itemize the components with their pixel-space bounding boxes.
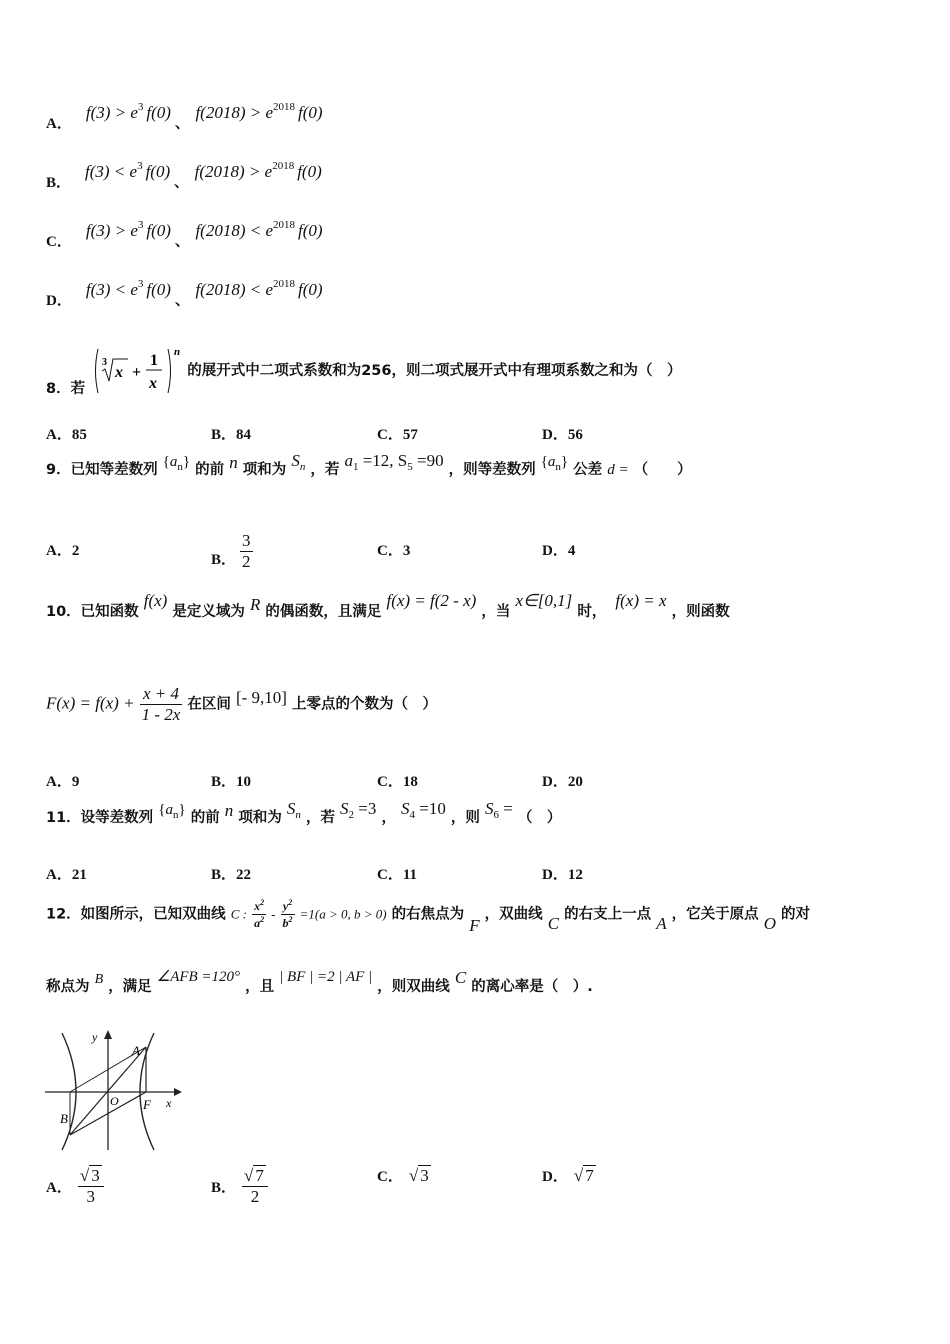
q10-F-num: x + 4 <box>142 684 179 703</box>
q11-text-6: （ ） <box>517 810 562 826</box>
option-tail-1: f(0) <box>146 280 171 299</box>
question-9 <box>46 451 692 479</box>
option-label: A． <box>46 116 72 132</box>
label-F: F <box>143 1097 151 1112</box>
choice-q8-1[interactable] <box>211 423 251 444</box>
choice-label: A． <box>46 774 72 790</box>
q10-fx: f(x) <box>143 591 168 610</box>
q11-text-5: ，则 <box>450 810 480 826</box>
option-tail-2: f(0) <box>298 103 323 122</box>
q7-option <box>46 160 322 191</box>
option-sep: 、 <box>174 116 190 132</box>
q9-n: n <box>229 453 238 472</box>
q9-text-2: 的前 <box>195 462 225 478</box>
option-exp-2: 2018 <box>273 219 296 231</box>
frac-num <box>242 1165 268 1186</box>
choice-value: 22 <box>236 867 252 883</box>
option-tail-2: f(0) <box>298 221 323 240</box>
q9-Sn: $S_n$ <box>291 451 306 473</box>
q10-text-4: ，当 <box>481 604 511 620</box>
choice-value: 9 <box>71 774 80 790</box>
choice-value: 85 <box>71 427 87 443</box>
option-tail-2: f(0) <box>297 162 322 181</box>
choice-q9-0[interactable] <box>46 539 79 560</box>
label-y: y <box>92 1030 98 1044</box>
choice-label: C． <box>377 1169 403 1185</box>
q8-text: 的展开式中二项式系数和为256，则二项式展开式中有理项系数之和为（ ） <box>187 363 682 379</box>
label-O: O <box>110 1094 119 1108</box>
question-8 <box>46 345 681 397</box>
choice-q8-2[interactable] <box>377 423 418 444</box>
choice-q9-3[interactable] <box>542 539 575 560</box>
q12-y2-frac: $\frac{y^2}{b^2}$ <box>282 898 293 930</box>
q12-text-10: ，则双曲线 <box>377 979 450 995</box>
choice-sqrt <box>409 1165 431 1186</box>
q7-option <box>46 278 323 309</box>
sqrt-sign: √ <box>573 1166 584 1185</box>
choice-q12-2[interactable] <box>377 1165 431 1186</box>
q10-text-6: ，则函数 <box>671 604 730 620</box>
q8-frac-den: x <box>149 375 158 392</box>
frac-num <box>78 1165 104 1186</box>
q11-an-brace: $\{a_n\}$ <box>158 802 186 821</box>
q9-text-7: （ ） <box>633 462 692 478</box>
choice-q11-1[interactable] <box>211 863 251 884</box>
option-sep: 、 <box>174 234 190 250</box>
label-B: B <box>60 1111 68 1126</box>
frac-den: 2 <box>242 552 251 571</box>
option-tail-1: f(0) <box>146 103 171 122</box>
choice-label: A． <box>46 1179 72 1196</box>
sqrt-sign: √ <box>79 1166 90 1185</box>
choice-q10-2[interactable] <box>377 770 418 791</box>
q12-text-6: 的对 <box>781 906 811 923</box>
choice-value: 11 <box>402 867 418 883</box>
option-exp-2: 2018 <box>273 278 296 290</box>
choice-label: B． <box>211 552 237 568</box>
choice-label: B． <box>211 867 237 883</box>
q9-text-5: ，则等差数列 <box>448 462 536 478</box>
question-11 <box>46 799 562 827</box>
choice-label: D． <box>542 543 568 559</box>
q10-text-5: 时， <box>577 604 607 620</box>
q9-condition: $a_1 =12$, $S_5 =90$ <box>344 451 444 473</box>
q9-an: a <box>169 454 178 470</box>
choice-value: 21 <box>71 867 87 883</box>
question-10 <box>46 591 730 621</box>
q12-eq-cond: =1(a > 0, b > 0) <box>299 906 387 922</box>
q9-d: d = <box>607 462 629 478</box>
option-expr-2: f(2018) > e <box>194 162 273 181</box>
q10-R: R <box>249 595 261 614</box>
y-axis-arrow <box>104 1030 112 1039</box>
choice-value: 18 <box>402 774 418 790</box>
q8-root-var: x <box>115 364 124 381</box>
q10-interval: [- 9,10] <box>235 687 287 707</box>
option-expr-2: f(2018) < e <box>195 221 274 240</box>
option-exp-1: 3 <box>137 278 144 290</box>
q10-text-2: 是定义域为 <box>172 604 245 620</box>
sqrt-sign: √ <box>408 1166 419 1185</box>
x-axis-arrow <box>174 1088 182 1096</box>
q12-C2: C <box>547 913 560 933</box>
option-expr-1: f(3) > e <box>85 103 138 122</box>
choice-value: 10 <box>236 774 252 790</box>
choice-label: B． <box>211 427 237 443</box>
choice-q10-1[interactable] <box>211 770 251 791</box>
option-sep: 、 <box>174 293 190 309</box>
q10-eq1: f(x) = f(2 - x) <box>386 591 477 610</box>
question-12-line-2 <box>46 968 593 996</box>
choice-label: D． <box>542 1169 568 1185</box>
question-10-line-2 <box>46 684 437 725</box>
choice-label: C． <box>377 774 403 790</box>
q12-A: A <box>656 913 667 933</box>
q12-text-4: 的右支上一点 <box>564 906 652 923</box>
choice-q10-0[interactable] <box>46 770 79 791</box>
question-12 <box>46 898 811 935</box>
choice-label: A． <box>46 427 72 443</box>
q12-cond2: | BF | =2 | AF | <box>279 969 373 985</box>
choice-label: D． <box>542 867 568 883</box>
q10-text-3: 的偶函数，且满足 <box>265 604 382 620</box>
q12-text-9: ，且 <box>245 979 275 995</box>
choice-q12-1[interactable] <box>211 1165 268 1207</box>
q10-F-fraction <box>140 684 183 725</box>
option-exp-2: 2018 <box>272 160 295 172</box>
option-label: C． <box>46 234 72 250</box>
choice-value: 4 <box>567 543 576 559</box>
choice-value: 56 <box>567 427 583 443</box>
option-tail-2: f(0) <box>298 280 323 299</box>
q11-Sn: $S_n$ <box>286 799 301 821</box>
choice-label: B． <box>211 1179 237 1196</box>
choice-value: 57 <box>402 427 418 443</box>
q12-text-8: ，满足 <box>108 979 152 995</box>
choice-label: B． <box>211 774 237 790</box>
label-x: x <box>166 1096 172 1110</box>
option-label: B． <box>46 175 72 191</box>
q12-text-3: ，双曲线 <box>484 906 543 923</box>
choice-label: C． <box>377 867 403 883</box>
choice-q8-0[interactable] <box>46 423 87 444</box>
choice-value: 2 <box>71 543 80 559</box>
q12-minus: - <box>271 906 276 922</box>
q10-text-7: 在区间 <box>187 696 231 713</box>
q10-text-1: 10．已知函数 <box>46 604 139 620</box>
option-sep: 、 <box>174 175 189 191</box>
q8-binomial-expression <box>92 345 180 397</box>
q10-text-8: 上零点的个数为（ ） <box>292 696 437 713</box>
q8-plus: + <box>132 364 142 381</box>
choice-value: 3 <box>402 543 411 559</box>
choice-q12-0[interactable] <box>46 1165 104 1207</box>
q8-binomial <box>92 345 180 397</box>
q10-eq2: f(x) = x <box>615 591 667 610</box>
q11-text-2: 的前 <box>190 810 220 826</box>
sqrt-radicand: 7 <box>255 1166 264 1185</box>
option-exp-1: 3 <box>137 101 144 113</box>
q11-comma: ， <box>381 810 396 826</box>
sqrt-sign: √ <box>244 1166 254 1185</box>
label-A: A <box>132 1043 140 1058</box>
frac-num: 3 <box>242 531 251 550</box>
choice-q10-3[interactable] <box>542 770 583 791</box>
q9-an-brace-2: $\{a_n\}$ <box>540 454 569 473</box>
sqrt-radicand: 7 <box>585 1166 594 1185</box>
choice-value: 12 <box>567 867 583 883</box>
choice-q9-1[interactable] <box>211 531 253 580</box>
frac-den: 3 <box>78 1186 104 1207</box>
choice-fraction <box>242 1165 268 1207</box>
option-label: D． <box>46 293 72 309</box>
sqrt-radicand: 3 <box>91 1166 100 1185</box>
q12-x2-frac: $\frac{x^2}{a^2}$ <box>254 898 265 930</box>
choice-value: 20 <box>567 774 583 790</box>
q12-C3: C <box>454 968 467 987</box>
frac-den: 2 <box>242 1186 268 1207</box>
q12-F: F <box>469 915 480 935</box>
q12-O: O <box>763 913 776 933</box>
q12-B: B <box>94 972 104 987</box>
choice-fraction <box>240 531 253 572</box>
choice-label: C． <box>377 543 403 559</box>
choice-q11-2[interactable] <box>377 863 417 884</box>
choice-q9-2[interactable] <box>377 539 410 560</box>
option-expr-1: f(3) < e <box>85 280 138 299</box>
option-tail-1: f(0) <box>145 162 171 181</box>
q11-text-4: ，若 <box>305 810 335 826</box>
q12-text-11: 的离心率是（ ）. <box>471 979 593 995</box>
option-exp-1: 3 <box>137 219 144 231</box>
sqrt-radicand: 3 <box>420 1166 429 1185</box>
q8-power: n <box>174 346 181 358</box>
choice-q12-3[interactable] <box>542 1165 596 1186</box>
option-expr-2: f(2018) > e <box>195 103 274 122</box>
q9-an-brace: $\{a_n\}$ <box>162 454 191 473</box>
choice-sqrt <box>574 1165 596 1186</box>
q11-n: n <box>224 801 234 820</box>
q9-text-1: 9．已知等差数列 <box>46 462 158 478</box>
q12-text-2: 的右焦点为 <box>391 906 465 923</box>
q9-an-sub: n <box>177 461 183 473</box>
q12-text-5: ，它关于原点 <box>671 906 759 923</box>
q12-text-1: 12．如图所示，已知双曲线 <box>46 906 226 923</box>
choice-q11-0[interactable] <box>46 863 87 884</box>
option-expr-1: f(3) > e <box>85 221 138 240</box>
option-exp-1: 3 <box>137 160 143 172</box>
q10-F-left: F(x) = f(x) + <box>46 693 135 713</box>
q7-option <box>46 101 323 132</box>
option-tail-1: f(0) <box>146 221 171 240</box>
q10-F-den: 1 - 2x <box>141 705 181 724</box>
q11-cond-1: $S_2 =3$ <box>340 799 377 821</box>
q9-text-4: ，若 <box>310 462 340 478</box>
choice-label: A． <box>46 543 72 559</box>
q10-cond: x∈[0,1] <box>515 591 573 610</box>
q11-text-3: 项和为 <box>238 810 282 826</box>
option-expr-1: f(3) < e <box>85 162 138 181</box>
choice-value: 84 <box>236 427 252 443</box>
q7-option <box>46 219 323 250</box>
hyperbola-figure <box>40 1025 185 1155</box>
q12-text-7: 称点为 <box>46 979 90 995</box>
choice-q8-3[interactable] <box>542 423 583 444</box>
q11-S6: $S_6$ = <box>484 799 513 821</box>
choice-label: A． <box>46 867 72 883</box>
q12-angle: ∠AFB =120° <box>156 969 241 985</box>
option-exp-2: 2018 <box>273 101 296 113</box>
choice-q11-3[interactable] <box>542 863 583 884</box>
choice-label: D． <box>542 774 568 790</box>
q8-number: 8．若 <box>46 381 86 397</box>
q8-root-index: 3 <box>102 357 108 368</box>
q12-C: C : <box>230 906 247 922</box>
choice-label: D． <box>542 427 568 443</box>
q9-text-6: 公差 <box>573 462 603 478</box>
q11-text-1: 11．设等差数列 <box>46 810 154 826</box>
choice-label: C． <box>377 427 403 443</box>
option-expr-2: f(2018) < e <box>195 280 274 299</box>
q9-text-3: 项和为 <box>242 462 287 478</box>
choice-fraction <box>78 1165 104 1207</box>
q8-frac-num: 1 <box>150 352 159 369</box>
q11-cond-2: $S_4 =10$ <box>401 799 446 821</box>
